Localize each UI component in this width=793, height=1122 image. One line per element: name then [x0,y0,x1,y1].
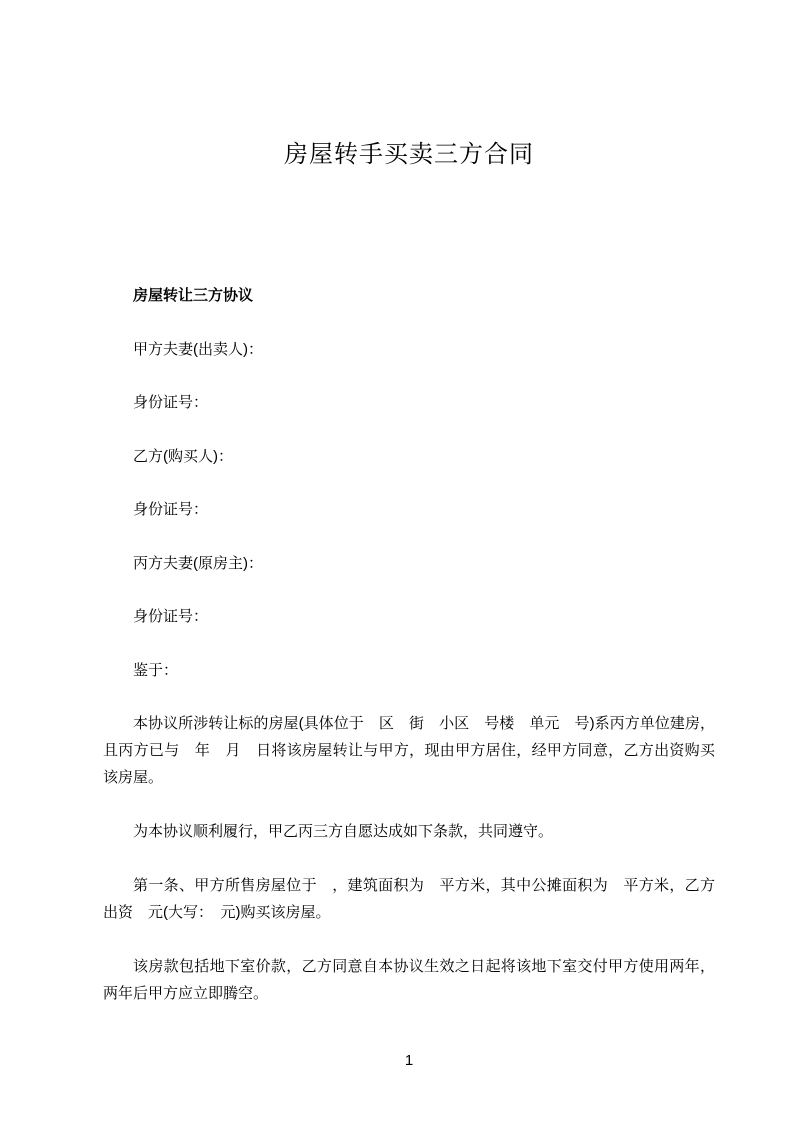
basement-clause-paragraph: 该房款包括地下室价款，乙方同意自本协议生效之日起将该地下室交付甲方使用两年，两年后甲方应立即腾空。 [103,958,715,1002]
doc-title: 房屋转手买卖三方合同 [284,141,534,168]
doc-subtitle: 房屋转让三方协议 [133,287,254,304]
party-b-line: 乙方(购买人)： [133,447,233,465]
recital-paragraph: 本协议所涉转让标的房屋(具体位于 区 街 小区 号楼 单元 号)系丙方单位建房，且丙方已与 年 月 日将该房屋转让与甲方，现由甲方居住，经甲方同意，乙方出资购买该房屋。 [103,715,715,786]
whereas-line: 鉴于： [133,661,179,679]
clause-1-paragraph: 第一条、甲方所售房屋位于 ，建筑面积为 平方米，其中公摊面积为 平方米，乙方出资 元(大写： 元)购买该房屋。 [103,877,715,921]
party-c-line: 丙方夫妻(原房主)： [133,554,263,572]
party-a-id-line: 身份证号： [133,394,209,411]
party-c-id-line: 身份证号： [133,608,209,625]
page-number: 1 [404,1052,414,1069]
party-b-id-line: 身份证号： [133,501,209,518]
party-a-line: 甲方夫妻(出卖人)： [133,340,263,358]
agreement-paragraph: 为本协议顺利履行，甲乙丙三方自愿达成如下条款，共同遵守。 [133,823,554,840]
